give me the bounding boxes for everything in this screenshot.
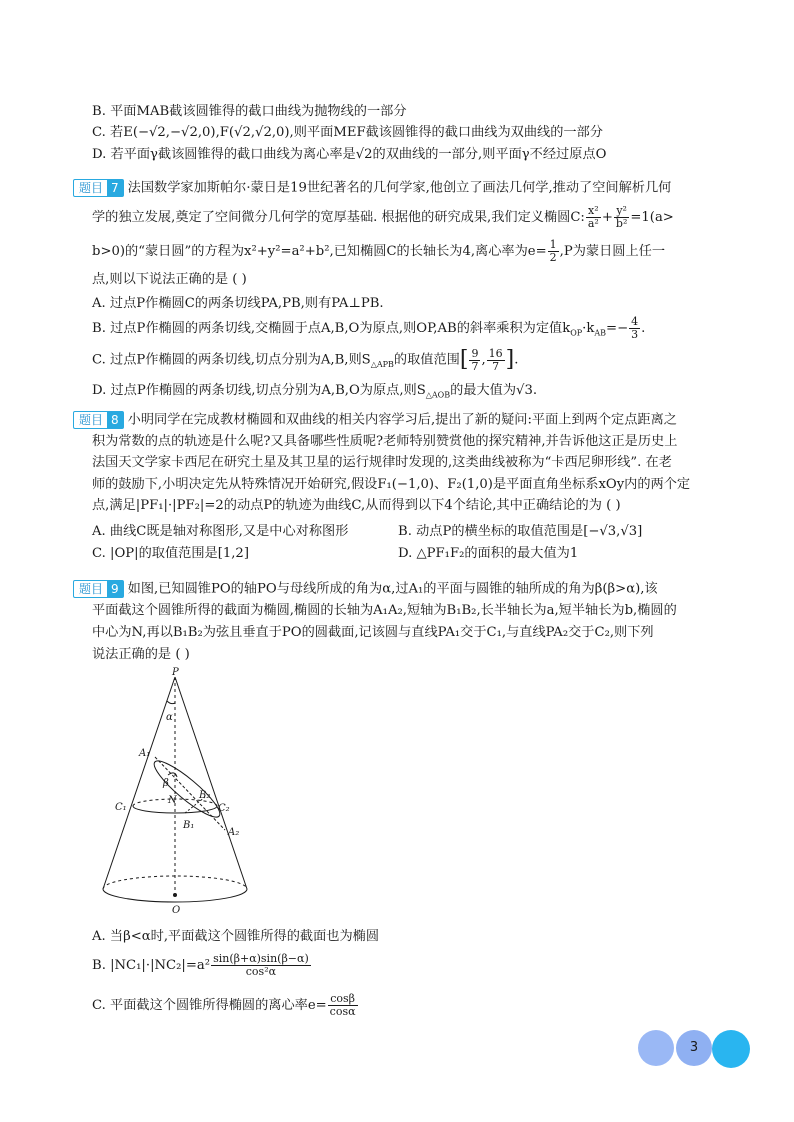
q7-frac-e: $\frac{1}{2}$ <box>549 238 557 264</box>
cone-figure <box>95 665 255 920</box>
page-number: 3 <box>689 1040 699 1055</box>
prev-option-d: D. 若平面γ截该圆锥得的截口曲线为离心率是√2的双曲线的一部分,则平面γ不经过原点O <box>92 147 607 162</box>
q8-line-4: 师的鼓励下,小明决定先从特殊情况开始研究,假设F₁(−1,0)、F₂(1,0)是平面直角坐标系xOy内的两个定 <box>92 477 691 492</box>
q8-option-a: A. 曲线C既是轴对称图形,又是中心对称图形 <box>92 524 349 539</box>
label-c2: C₂ <box>218 803 230 814</box>
alpha-arc <box>167 701 175 704</box>
point-o <box>173 893 177 897</box>
q7-badge: 题目 7 <box>73 179 124 197</box>
label-p: P <box>172 667 179 678</box>
q8-line-1: 题目 8 小明同学在完成教材椭圆和双曲线的相关内容学习后,提出了新的疑问:平面上到两个定点距离之 <box>73 411 677 430</box>
q8-option-d: D. △PF₁F₂的面积的最大值为1 <box>398 546 579 561</box>
q9-line-2: 平面截这个圆锥所得的截面为椭圆,椭圆的长轴为A₁A₂,短轴为B₁B₂,长半轴长为a,短半轴长为b,椭圆的 <box>92 603 677 618</box>
q7-line-1: 题目 7 法国数学家加斯帕尔·蒙日是19世纪著名的几何学家,他创立了画法几何学,推动了空间解析几何 <box>73 179 671 198</box>
label-a1: A₁ <box>139 748 151 759</box>
q8-badge: 题目 8 <box>73 411 124 429</box>
q9-option-c: C. 平面截这个圆锥所得椭圆的离心率e= $\frac{\cos\beta}{\cos\alpha}$ <box>92 992 356 1018</box>
label-b2: B₂ <box>199 790 211 801</box>
q9-option-b: B. |NC₁|·|NC₂|=a² $\frac{\sin(\beta+\alpha)\sin(\beta-\alpha)}{\text{cos²α}}$ <box>92 952 309 978</box>
q8-option-b: B. 动点P的横坐标的取值范围是[−√3,√3] <box>398 524 643 539</box>
q8-line-5: 点,满足|PF₁|·|PF₂|=2的动点P的轨迹为曲线C,从而得到以下4个结论,其中正确结论的为 ( ) <box>92 498 621 513</box>
label-n: N <box>168 795 177 806</box>
label-b1: B₁ <box>183 820 195 831</box>
label-o: O <box>172 905 181 916</box>
prev-option-c: C. 若E(−√2,−√2,0),F(√2,√2,0),则平面MEF截该圆锥得的截口曲线为双曲线的一部分 <box>92 125 603 140</box>
q8-option-c: C. |OP|的取值范围是[1,2] <box>92 546 249 561</box>
q7-line-2: 学的独立发展,奠定了空间微分几何学的宽厚基础. 根据他的研究成果,我们定义椭圆C: $\frac{\text{x²}}{\text{a²}}$ + $\frac{\text{y²}}{\text{b²}}$ =1(a> <box>92 204 674 230</box>
q9-option-a: A. 当β<α时,平面截这个圆锥所得的截面也为椭圆 <box>92 929 380 944</box>
label-a2: A₂ <box>228 827 240 838</box>
q8-line-2: 积为常数的点的轨迹是什么呢?又具备哪些性质呢?老师特别赞赏他的探究精神,并告诉他这正是历史上 <box>92 434 678 449</box>
page-circle-right <box>712 1030 750 1068</box>
q9-line-3: 中心为N,再以B₁B₂为弦且垂直于PO的圆截面,记该圆与直线PA₁交于C₁,与直线PA₂交于C₂,则下列 <box>92 625 654 640</box>
q7-frac-y: $\frac{\text{y²}}{\text{b²}}$ <box>615 204 628 230</box>
label-alpha: α <box>166 712 173 723</box>
cone-generatrix-right <box>175 677 247 889</box>
page-circle-left <box>638 1030 674 1066</box>
label-beta: β <box>163 778 169 789</box>
q7-option-c: C. 过点P作椭圆的两条切线,切点分别为A,B,则$S_{\triangle APB}$的取值范围[ $\frac{9}{7}$ , $\frac{16}{7}$ ]. <box>92 346 519 373</box>
q9-badge: 题目 9 <box>73 580 124 598</box>
q9-line-1: 题目 9 如图,已知圆锥PO的轴PO与母线所成的角为α,过A₁的平面与圆锥的轴所成的角为β(β>α),该 <box>73 580 658 599</box>
section-ellipse <box>148 754 225 823</box>
q7-option-a: A. 过点P作椭圆C的两条切线PA,PB,则有PA⊥PB. <box>92 296 384 311</box>
q9-line-4: 说法正确的是 ( ) <box>92 647 190 662</box>
q7-line-4: 点,则以下说法正确的是 ( ) <box>92 272 247 287</box>
q7-line-3: b>0)的“蒙日圆”的方程为x²+y²=a²+b²,已知椭圆C的长轴长为4,离心率为e= $\frac{1}{2}$ ,P为蒙日圆上任一 <box>92 238 666 264</box>
q7-option-b: B. 过点P作椭圆的两条切线,交椭圆于点A,B,O为原点,则OP,AB的斜率乘积为定值$k_{OP}\cdot k_{AB}=-$ $\frac{4}{3}$ . <box>92 315 646 341</box>
prev-option-b: B. 平面MAB截该圆锥得的截口曲线为抛物线的一部分 <box>92 104 407 119</box>
q7-frac-x: $\frac{\text{x²}}{\text{a²}}$ <box>587 204 599 230</box>
q8-line-3: 法国天文学家卡西尼在研究土星及其卫星的运行规律时发现的,这类曲线被称为“卡西尼卵形线”. 在老 <box>92 455 672 470</box>
label-c1: C₁ <box>115 802 127 813</box>
q7-option-d: D. 过点P作椭圆的两条切线,切点分别为A,B,O为原点,则$S_{\triangle AOB}$的最大值为√3. <box>92 383 538 400</box>
